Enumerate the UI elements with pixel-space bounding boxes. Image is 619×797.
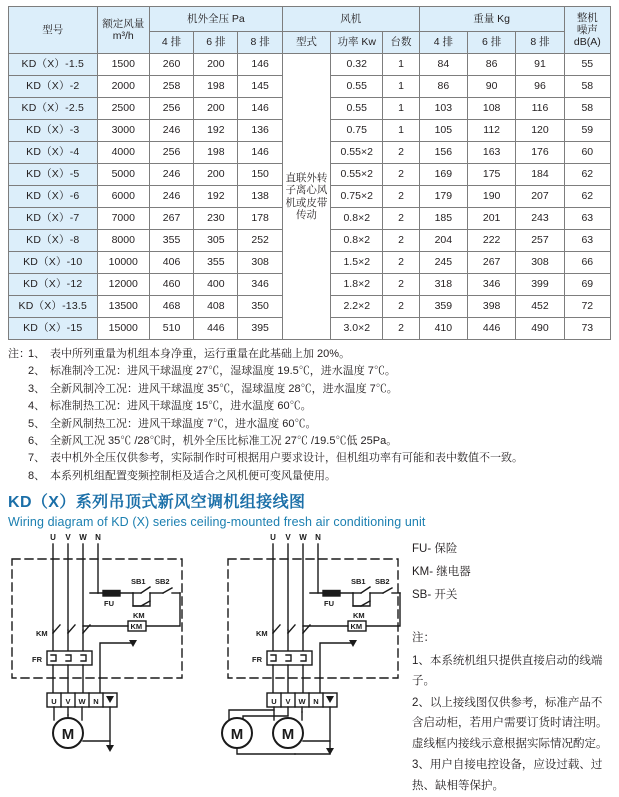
svg-text:SB2: SB2 [155,577,170,587]
cell-pressure-4: 267 [149,208,193,230]
cell-airflow: 8000 [97,230,149,252]
cell-noise: 55 [564,54,610,76]
svg-text:N: N [313,697,319,707]
cell-pressure-4: 355 [149,230,193,252]
svg-text:N: N [93,697,99,707]
cell-fan-qty: 1 [383,98,419,120]
cell-noise: 58 [564,76,610,98]
cell-weight-8: 243 [516,208,564,230]
svg-text:KM: KM [130,622,143,632]
svg-text:U: U [270,533,276,543]
note-item [28,450,611,467]
cell-fan-qty: 1 [383,54,419,76]
note-text: 表中机外全压仅供参考，实际制作时可根据用户要求设计，但机组功率有可能和表中数值不一致。 [50,452,523,465]
col-header-p-6rows: 6 排 [194,32,238,54]
col-header-fan-power: 功率 Kw [331,32,383,54]
cell-pressure-4: 256 [149,142,193,164]
cell-model: KD（X）-12 [9,274,98,296]
cell-fan-qty: 1 [383,120,419,142]
cell-pressure-4: 258 [149,76,193,98]
cell-model: KD（X）-1.5 [9,54,98,76]
cell-noise: 59 [564,120,610,142]
col-header-w-4rows: 4 排 [419,32,467,54]
cell-noise: 69 [564,274,610,296]
cell-noise: 60 [564,142,610,164]
cell-pressure-6: 192 [194,186,238,208]
noise-label-2: 噪声 [576,23,598,36]
svg-text:M: M [61,726,75,744]
section-title-en: Wiring diagram of KD (X) series ceiling-mounted fresh air conditioning unit [8,515,426,529]
cell-weight-8: 308 [516,252,564,274]
cell-weight-8: 120 [516,120,564,142]
cell-airflow: 13500 [97,296,149,318]
svg-text:KM: KM [256,629,268,639]
cell-pressure-6: 355 [194,252,238,274]
svg-text:V: V [285,697,291,707]
col-header-fan-qty: 台数 [383,32,419,54]
cell-model: KD（X）-2 [9,76,98,98]
svg-text:SB1: SB1 [131,577,146,587]
cell-noise: 58 [564,98,610,120]
cell-fan-qty: 2 [383,318,419,340]
cell-pressure-6: 305 [194,230,238,252]
cell-pressure-6: 400 [194,274,238,296]
cell-pressure-8: 395 [238,318,282,340]
notes-label: 注： [8,348,30,360]
cell-model: KD（X）-13.5 [9,296,98,318]
cell-pressure-8: 346 [238,274,282,296]
cell-pressure-8: 138 [238,186,282,208]
cell-pressure-4: 510 [149,318,193,340]
note-text: 标准制热工况：进风干球温度 15℃，进水温度 60℃。 [50,400,312,413]
note-number: 6、 [28,434,46,447]
note-text: 全新风制热工况：进风干球温度 7℃，进水温度 60℃。 [50,417,317,430]
cell-fan-qty: 2 [383,142,419,164]
legend-item: SB- 开关 [412,589,458,602]
schematic-single-motor [12,533,182,752]
cell-weight-8: 96 [516,76,564,98]
svg-text:M: M [230,726,244,744]
cell-fan-power: 3.0×2 [331,318,383,340]
note-item [28,381,611,398]
cell-model: KD（X）-6 [9,186,98,208]
cell-weight-6: 86 [467,54,515,76]
cell-weight-4: 103 [419,98,467,120]
cell-airflow: 6000 [97,186,149,208]
svg-text:V: V [65,533,71,543]
cell-airflow: 15000 [97,318,149,340]
cell-fan-qty: 2 [383,296,419,318]
cell-airflow: 10000 [97,252,149,274]
cell-fan-qty: 2 [383,186,419,208]
cell-model: KD（X）-5 [9,164,98,186]
cell-noise: 66 [564,252,610,274]
svg-text:KM: KM [350,622,363,632]
cell-fan-power: 1.5×2 [331,252,383,274]
cell-weight-4: 245 [419,252,467,274]
col-header-w-6rows: 6 排 [467,32,515,54]
col-header-fan: 风机 [282,7,419,32]
cell-weight-4: 185 [419,208,467,230]
cell-airflow: 3000 [97,120,149,142]
cell-fan-qty: 2 [383,164,419,186]
notes-block [0,346,619,485]
svg-text:FU: FU [324,599,334,609]
cell-pressure-8: 308 [238,252,282,274]
svg-text:V: V [65,697,71,707]
svg-text:W: W [299,533,307,543]
cell-pressure-8: 178 [238,208,282,230]
note-number: 4、 [28,400,46,413]
header-row-top [9,7,611,32]
note-item [28,468,611,485]
cell-weight-8: 176 [516,142,564,164]
diagram-legend [412,538,471,607]
cell-model: KD（X）-3 [9,120,98,142]
cell-weight-6: 175 [467,164,515,186]
svg-text:KM: KM [36,629,48,639]
svg-text:FR: FR [252,655,262,665]
cell-weight-8: 490 [516,318,564,340]
cell-pressure-8: 146 [238,98,282,120]
legend-item: FU- 保险 [412,543,458,556]
cell-airflow: 2500 [97,98,149,120]
cell-weight-6: 90 [467,76,515,98]
note-text: 表中所列重量为机组本身净重，运行重量在此基础上加 20%。 [50,348,351,360]
col-header-noise [564,7,610,54]
svg-text:W: W [78,697,86,707]
cell-weight-8: 452 [516,296,564,318]
svg-text:V: V [285,533,291,543]
cell-weight-4: 359 [419,296,467,318]
cell-weight-4: 169 [419,164,467,186]
cell-weight-8: 207 [516,186,564,208]
cell-weight-6: 112 [467,120,515,142]
note-number: 2、 [28,365,46,378]
cell-pressure-8: 252 [238,230,282,252]
note-item [28,416,611,433]
cell-weight-6: 190 [467,186,515,208]
noise-label-3: dB(A) [573,36,601,49]
cell-fan-type: 直联外转子离心风机或皮带传动 [282,54,330,340]
cell-noise: 73 [564,318,610,340]
cell-fan-qty: 2 [383,230,419,252]
cell-pressure-6: 408 [194,296,238,318]
note-number: 5、 [28,417,46,430]
section-heading [0,485,619,530]
cell-weight-6: 222 [467,230,515,252]
col-header-airflow [97,7,149,54]
notes-row [8,346,611,485]
cell-weight-8: 116 [516,98,564,120]
cell-fan-qty: 2 [383,274,419,296]
section-title-cn: KD（X）系列吊顶式新风空调机组接线图 [8,494,306,511]
diagram-notes-title: 注： [412,632,435,645]
cell-pressure-6: 446 [194,318,238,340]
svg-text:W: W [79,533,87,543]
cell-fan-power: 0.8×2 [331,230,383,252]
cell-model: KD（X）-8 [9,230,98,252]
cell-weight-4: 86 [419,76,467,98]
cell-pressure-4: 246 [149,164,193,186]
cell-model: KD（X）-4 [9,142,98,164]
cell-pressure-4: 246 [149,186,193,208]
cell-fan-power: 0.75 [331,120,383,142]
svg-text:U: U [50,533,56,543]
note-number: 3、 [28,382,46,395]
cell-noise: 63 [564,230,610,252]
cell-weight-4: 84 [419,54,467,76]
cell-pressure-8: 136 [238,120,282,142]
note-text: 本系列机组配置变频控制柜及适合之风机便可变风量使用。 [50,469,336,482]
col-header-model: 型号 [9,7,98,54]
cell-model: KD（X）-2.5 [9,98,98,120]
cell-fan-power: 0.55×2 [331,164,383,186]
cell-airflow: 2000 [97,76,149,98]
cell-noise: 62 [564,186,610,208]
cell-pressure-4: 260 [149,54,193,76]
col-header-fan-type: 型式 [282,32,330,54]
cell-fan-power: 0.55×2 [331,142,383,164]
cell-airflow: 5000 [97,164,149,186]
cell-airflow: 7000 [97,208,149,230]
note-text: 全新风工况 35℃ /28℃时，机外全压比标准工况 27℃ /19.5℃低 25Pa。 [50,434,398,447]
cell-weight-6: 398 [467,296,515,318]
svg-text:M: M [281,726,295,744]
cell-pressure-8: 145 [238,76,282,98]
table-row [9,54,611,76]
note-text: 标准制冷工况：进风干球温度 27℃，湿球温度 19.5℃，进水温度 7℃。 [50,365,396,378]
cell-pressure-6: 198 [194,76,238,98]
cell-fan-qty: 2 [383,252,419,274]
cell-weight-4: 204 [419,230,467,252]
col-header-p-8rows: 8 排 [238,32,282,54]
cell-airflow: 12000 [97,274,149,296]
specification-table [8,6,611,340]
svg-text:FU: FU [104,599,114,609]
cell-weight-4: 105 [419,120,467,142]
cell-airflow: 1500 [97,54,149,76]
svg-text:KM: KM [353,611,365,621]
cell-weight-8: 184 [516,164,564,186]
cell-model: KD（X）-7 [9,208,98,230]
cell-pressure-6: 200 [194,164,238,186]
note-number: 7、 [28,452,46,465]
svg-text:W: W [298,697,306,707]
spec-table-container [0,0,619,340]
cell-pressure-4: 256 [149,98,193,120]
svg-text:N: N [95,533,101,543]
cell-pressure-6: 198 [194,142,238,164]
cell-weight-6: 267 [467,252,515,274]
cell-weight-8: 257 [516,230,564,252]
cell-pressure-4: 246 [149,120,193,142]
airflow-unit: m³/h [112,30,134,42]
cell-weight-6: 446 [467,318,515,340]
diagram-note-item: 1、本系统机组只提供直接启动的线端子。 [412,654,603,688]
noise-label-1: 整机 [576,11,598,24]
cell-noise: 72 [564,296,610,318]
cell-weight-6: 201 [467,208,515,230]
svg-text:U: U [271,697,277,707]
svg-text:SB2: SB2 [375,577,390,587]
diagram-note-item: 3、用户自接电控设备，应设过载、过热、缺相等保护。 [412,759,603,792]
cell-model: KD（X）-10 [9,252,98,274]
schematic-dual-motor [222,533,400,755]
note-number: 1、 [28,348,46,360]
diagram-notes-list [412,651,612,796]
cell-fan-power: 0.32 [331,54,383,76]
cell-weight-4: 318 [419,274,467,296]
diagram-note-item: 2、以上接线图仅供参考，标准产品不含启动柜，若用户需要订货时请注明。虚线框内接线示意根据实际情况酌定。 [412,696,608,750]
cell-fan-qty: 2 [383,208,419,230]
cell-noise: 62 [564,164,610,186]
wiring-diagram-area [0,530,619,792]
cell-weight-6: 346 [467,274,515,296]
cell-fan-qty: 1 [383,76,419,98]
cell-weight-6: 108 [467,98,515,120]
cell-pressure-8: 350 [238,296,282,318]
airflow-label: 额定风量 [102,17,145,30]
cell-weight-4: 156 [419,142,467,164]
legend-item: KM- 继电器 [412,566,471,579]
svg-text:KM: KM [133,611,145,621]
svg-text:SB1: SB1 [351,577,366,587]
cell-noise: 63 [564,208,610,230]
note-item [28,398,611,415]
cell-pressure-8: 146 [238,54,282,76]
cell-fan-power: 0.75×2 [331,186,383,208]
table-head [9,7,611,54]
cell-weight-6: 163 [467,142,515,164]
cell-fan-power: 0.55 [331,76,383,98]
cell-pressure-6: 200 [194,98,238,120]
cell-weight-8: 91 [516,54,564,76]
cell-airflow: 4000 [97,142,149,164]
cell-fan-power: 2.2×2 [331,296,383,318]
svg-text:N: N [315,533,321,543]
svg-text:U: U [51,697,57,707]
col-header-weight: 重量 Kg [419,7,564,32]
col-header-static-pressure: 机外全压 Pa [149,7,282,32]
cell-pressure-6: 192 [194,120,238,142]
note-item [28,363,611,380]
cell-pressure-4: 460 [149,274,193,296]
cell-fan-power: 0.8×2 [331,208,383,230]
note-item [28,346,611,363]
cell-weight-8: 399 [516,274,564,296]
table-body [9,54,611,340]
col-header-w-8rows: 8 排 [516,32,564,54]
note-number: 8、 [28,469,46,482]
cell-pressure-4: 468 [149,296,193,318]
notes-list [28,346,611,485]
cell-model: KD（X）-15 [9,318,98,340]
cell-pressure-4: 406 [149,252,193,274]
cell-pressure-6: 230 [194,208,238,230]
note-text: 全新风制冷工况：进风干球温度 35℃，湿球温度 28℃，进水温度 7℃。 [50,382,398,395]
cell-pressure-8: 146 [238,142,282,164]
svg-text:FR: FR [32,655,42,665]
col-header-p-4rows: 4 排 [149,32,193,54]
cell-fan-power: 0.55 [331,98,383,120]
cell-weight-4: 410 [419,318,467,340]
cell-pressure-6: 200 [194,54,238,76]
note-item [28,433,611,450]
cell-pressure-8: 150 [238,164,282,186]
cell-fan-power: 1.8×2 [331,274,383,296]
cell-weight-4: 179 [419,186,467,208]
